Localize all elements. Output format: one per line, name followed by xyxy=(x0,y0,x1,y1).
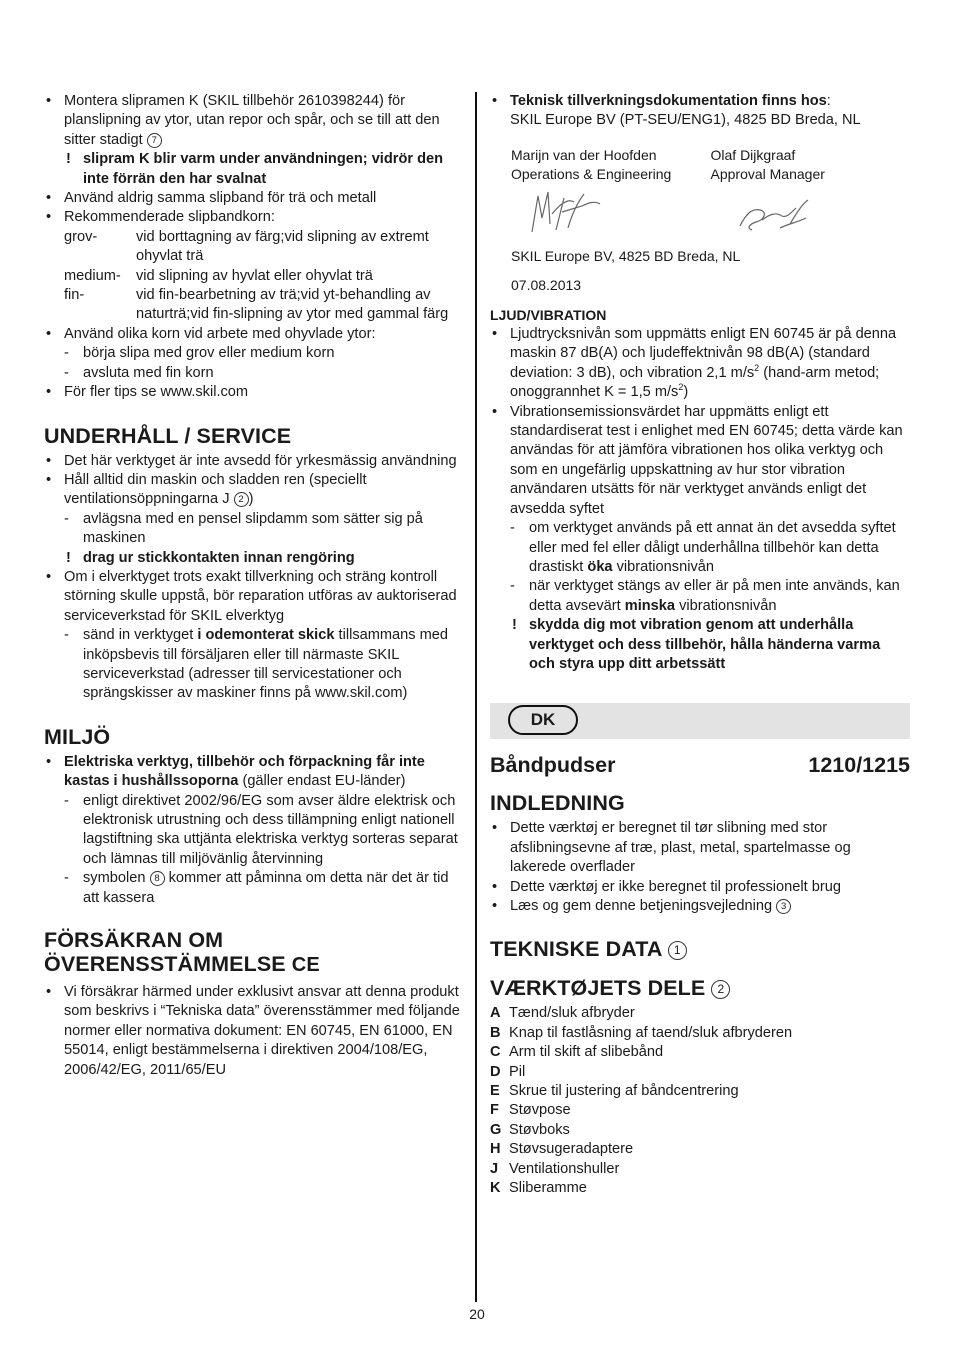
right-column xyxy=(490,92,910,1198)
list-item: J Ventilationshuller xyxy=(490,1160,620,1177)
parts-list xyxy=(490,1004,910,1198)
company-address: SKIL Europe BV, 4825 BD Breda, NL xyxy=(511,247,741,264)
signature-images xyxy=(490,184,910,242)
list-item: F Støvpose xyxy=(490,1102,571,1119)
section-heading: FÖRSÄKRAN OM ÖVERENSSTÄMMELSE CE xyxy=(44,928,320,977)
list-item: D Pil xyxy=(490,1063,526,1080)
date: 07.08.2013 xyxy=(511,277,582,294)
section-heading: VÆRKTØJETS DELE 2 xyxy=(490,976,910,1000)
dash-item: - börja slipa med grov eller medium korn xyxy=(44,344,466,363)
list-item: E Skrue til justering af båndcentrering xyxy=(490,1083,739,1099)
figure-ref: 2 xyxy=(711,980,730,999)
section-heading: UNDERHÅLL / SERVICE xyxy=(44,423,292,448)
list-item: • Vi försäkrar härmed under exklusivt ansvar att denna produkt som beskrivs i “Tekniska data” överensstämmer med följande normer eller normativa dokument: EN 60745, EN 61000, EN 55014, enligt bestämmelserna i direktiven 2004/108/EG, 2006/42/EG, 2011/65/EU xyxy=(44,983,466,1080)
language-bar xyxy=(490,703,910,739)
list-item: • Om i elverktyget trots exakt tillverkning och sträng kontroll störning skulle uppstå, bör reparation utföras av auktoriserad serviceverkstad för SKIL elverktyg xyxy=(44,568,466,626)
section-heading: LJUD/VIBRATION xyxy=(490,306,607,323)
dash-item: - avlägsna med en pensel slipdamm som sätter sig på maskinen xyxy=(44,510,466,549)
signer-2: Olaf Dijkgraaf Approval Manager xyxy=(710,146,825,182)
list-item: • Håll alltid din maskin och sladden ren (speciellt ventilationsöppningarna J 2 ) xyxy=(44,471,466,510)
figure-ref: 7 xyxy=(147,133,162,148)
section-heading: TEKNISKE DATA 1 xyxy=(490,937,910,961)
list-item: • För fler tips se www.skil.com xyxy=(44,383,466,402)
product-title-row xyxy=(490,753,910,777)
page-number: 20 xyxy=(469,1306,485,1322)
warning-item: ! slipram K blir varm under användningen; vidrör den inte förrän den har svalnat xyxy=(44,150,466,189)
list-item: • Vibrationsemissionsvärdet har uppmätts enligt ett standardiserat test i enlighet med EN 60745; detta värde kan användas för att jämföra vibrationen hos olika verktyg och som en ungefärlig uppskattning av hur stor vibration användaren utsätts för när verktyget används enligt det avsedda syftet xyxy=(490,403,910,519)
figure-ref: 1 xyxy=(668,941,687,960)
signature-1-icon xyxy=(532,192,600,232)
column-divider xyxy=(475,92,477,1302)
ce-mark-icon: CE xyxy=(291,954,320,977)
list-item: • Använd olika korn vid arbete med ohyvlade ytor: xyxy=(44,325,466,344)
list-item: C Arm til skift af slibebånd xyxy=(490,1044,664,1061)
signer-1: Marijn van der Hoofden Operations & Engineering xyxy=(511,146,672,182)
list-item: • Dette værktøj er beregnet til tør slibning med stor afslibningsevne af træ, plast, metal, spartelmasse og lakerede overflader xyxy=(490,819,910,877)
list-item: B Knap til fastlåsning af taend/sluk afbryderen xyxy=(490,1024,793,1041)
figure-ref: 2 xyxy=(234,492,249,507)
list-item: A Tænd/sluk afbryder xyxy=(490,1005,635,1022)
list-item: • Læs og gem denne betjeningsvejledning 3 xyxy=(490,897,910,916)
dash-item: - avsluta med fin korn xyxy=(44,364,466,383)
list-item: • Montera slipramen K (SKIL tillbehör 2610398244) för planslipning av ytor, utan repor och spår, och se till att den sitter stadigt 7 xyxy=(44,92,466,150)
list-item: • Det här verktyget är inte avsedd för yrkesmässig användning xyxy=(44,452,466,471)
product-title: Båndpudser xyxy=(490,753,616,778)
signatures xyxy=(490,184,910,242)
section-heading: INDLEDNING xyxy=(490,791,625,816)
warning-item: ! drag ur stickkontakten innan rengöring xyxy=(44,549,466,568)
list-item: • Ljudtrycksnivån som uppmätts enligt EN 60745 är på denna maskin 87 dB(A) och ljudeffektnivån 98 dB(A) (standard deviation: 3 dB), och vibration 2,1 $m/s^2$ (hand-arm metod; onoggrannhet K = 1,5 $m/s^2$) xyxy=(490,325,910,403)
warning-item: ! skydda dig mot vibration genom att underhålla verktyget och dess tillbehör, hålla händerna varma och styra upp ditt arbetssätt xyxy=(490,616,910,674)
left-column xyxy=(44,92,466,1080)
list-item: • Elektriska verktyg, tillbehör och förpackning får inte kastas i hushållssoporna (gäller endast EU-länder) xyxy=(44,753,466,792)
list-item: G Støvboks xyxy=(490,1121,570,1138)
dash-item: - enligt direktivet 2002/96/EG som avser äldre elektrisk och elektronisk utrustning och dess tillämpning enligt nationell lagstiftning ska uttjänta elektriska verktyg sorteras separat och lämnas till miljövänlig återvinning xyxy=(44,792,466,870)
grit-row: grov- vid borttagning av färg;vid slipning av extremt ohyvlat trä xyxy=(64,228,429,265)
signature-2-icon xyxy=(740,200,808,230)
dash-item: - om verktyget används på ett annat än det avsedda syftet eller med fel eller dåligt underhållna tillbehör kan detta drastiskt öka vibrationsnivån xyxy=(490,519,910,577)
dash-item: - sänd in verktyget i odemonterat skick tillsammans med inköpsbevis till försäljaren eller till närmaste SKIL serviceverkstad (adresser till servicestationer och sprängskisser av maskiner finns på www.skil.com) xyxy=(44,626,466,704)
figure-ref: 8 xyxy=(150,871,165,886)
dash-item: - symbolen 8 kommer att påminna om detta när det är tid att kassera xyxy=(44,869,466,908)
list-item: • Teknisk tillverkningsdokumentation finns hos: SKIL Europe BV (PT-SEU/ENG1), 4825 BD Breda, NL xyxy=(490,92,910,131)
list-item: • Rekommenderade slipbandkorn: xyxy=(44,208,466,227)
list-item: H Støvsugeradaptere xyxy=(490,1141,634,1158)
section-heading: MILJÖ xyxy=(44,724,111,749)
product-model: 1210/1215 xyxy=(808,753,910,778)
dash-item: - när verktyget stängs av eller är på men inte används, kan detta avsevärt minska vibrationsnivån xyxy=(490,577,910,616)
language-badge: DK xyxy=(508,705,578,735)
list-item: K Sliberamme xyxy=(490,1180,587,1197)
grit-row: medium- vid slipning av hyvlat eller ohyvlat trä xyxy=(64,267,373,284)
grit-row: fin- vid fin-bearbetning av trä;vid yt-behandling av naturträ;vid fin-slipning av ytor med gammal färg xyxy=(64,287,449,323)
figure-ref: 3 xyxy=(776,899,791,914)
list-item: • Använd aldrig samma slipband för trä och metall xyxy=(44,189,466,208)
signers xyxy=(490,146,910,184)
list-item: • Dette værktøj er ikke beregnet til professionelt brug xyxy=(490,878,910,897)
